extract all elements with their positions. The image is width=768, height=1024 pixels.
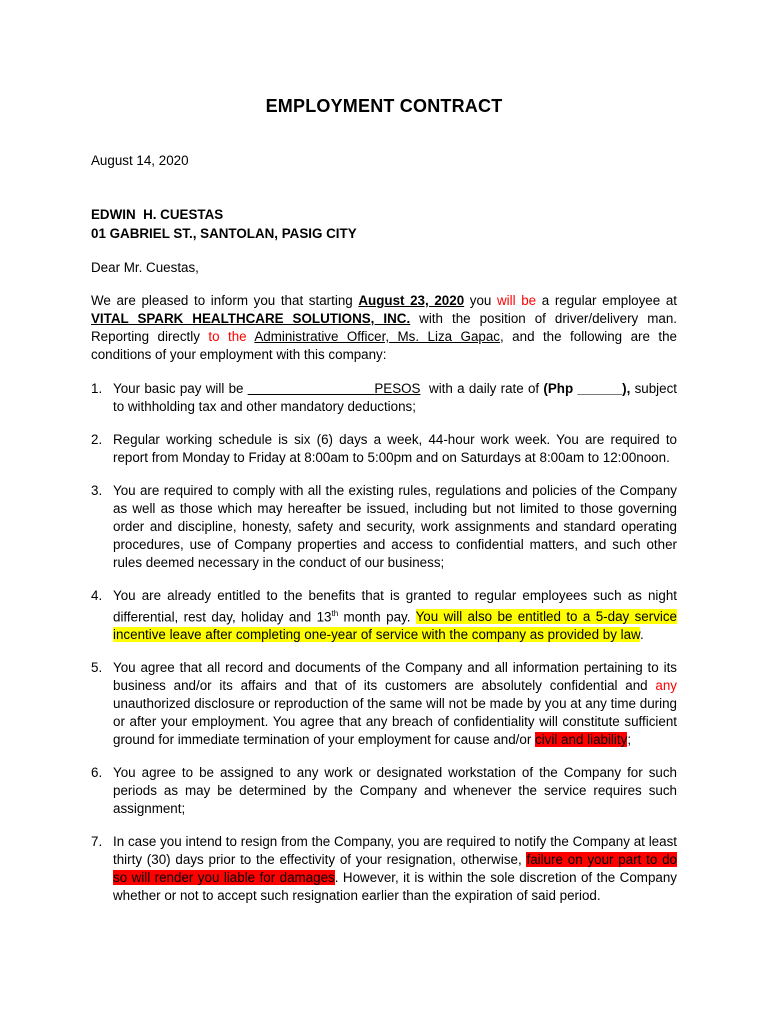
item-segment: . However, it is within the sole discretion of the Company whether or not to accept such resignation earlier than the expiration of said period. bbox=[113, 870, 677, 904]
item-text: Regular working schedule is six (6) days a week, 44-hour work week. You are required to report from Monday to Friday at 8:00am to 5:00pm and on Saturdays at 8:00am to 12:00noon. bbox=[113, 432, 677, 465]
item-number: 2. bbox=[91, 432, 103, 447]
recipient-block bbox=[91, 205, 357, 243]
item-text: You are required to comply with all the existing rules, regulations and policies of the Company as well as those which may hereafter be issued, including but not limited to those governing order and discipline, honesty, safety and security, work assignments and standard operating procedures, use of Company properties and access to confidential matters, and such other rules deemed necessary in the conduct of our business; bbox=[113, 483, 677, 570]
item-text bbox=[113, 659, 677, 749]
list-item bbox=[91, 587, 677, 644]
intro-text: with the position of driver/delivery man. Reporting directly bbox=[91, 311, 685, 344]
item-segment: unauthorized disclosure or reproduction of the same will not be made by you at any time during or after your employment. You agree that any breach of confidentiality will constitute sufficient ground for immediate termination of your employment for cause and/or bbox=[113, 696, 677, 748]
recipient-name: EDWIN H. CUESTAS bbox=[91, 207, 224, 222]
list-item bbox=[91, 431, 677, 467]
pay-blank: _________________ bbox=[247, 381, 375, 396]
item-segment: Your basic pay will be bbox=[113, 381, 248, 396]
item-segment: . bbox=[639, 627, 644, 643]
item-text bbox=[113, 380, 677, 416]
intro-red-text: will be bbox=[497, 293, 537, 308]
recipient-address: 01 GABRIEL ST., SANTOLAN, PASIG CITY bbox=[91, 226, 357, 241]
item-segment: ; bbox=[627, 732, 632, 748]
salutation: Dear Mr. Cuestas, bbox=[91, 260, 199, 275]
item-segment: In case you intend to resign from the Company, you are required to notify the Company at least thirty (30) days prior to the effectivity of your resignation, otherwise, bbox=[113, 834, 677, 868]
letter-date: August 14, 2020 bbox=[91, 153, 189, 168]
officer-name: Administrative Officer, Ms. Liza Gapac bbox=[254, 329, 500, 344]
item-text bbox=[113, 833, 677, 905]
intro-text: a regular employee at bbox=[536, 293, 678, 308]
intro-text: We are pleased to inform you that starting bbox=[91, 293, 359, 308]
red-highlighted-text: civil and liability bbox=[535, 732, 628, 748]
item-segment: subject to withholding tax and other mandatory deductions; bbox=[113, 381, 677, 414]
item-number: 5. bbox=[91, 660, 103, 676]
list-item bbox=[91, 482, 677, 572]
item-number: 1. bbox=[91, 381, 103, 396]
list-item bbox=[91, 833, 677, 905]
intro-text: you bbox=[464, 293, 497, 308]
pay-unit: PESOS bbox=[374, 381, 421, 396]
intro-red-text: to the bbox=[208, 329, 247, 344]
item-text: You agree to be assigned to any work or designated workstation of the Company for such periods as may be determined by the Company and whenever the service requires such assignment; bbox=[113, 765, 677, 817]
item-number: 4. bbox=[91, 588, 103, 603]
document-title: EMPLOYMENT CONTRACT bbox=[265, 96, 503, 116]
red-text: any bbox=[655, 678, 677, 694]
item-number: 6. bbox=[91, 765, 103, 781]
list-item bbox=[91, 764, 677, 818]
list-item bbox=[91, 659, 677, 749]
item-number: 7. bbox=[91, 834, 103, 850]
red-highlighted-text: failure on your part to do so will render you liable for damages bbox=[113, 852, 678, 886]
item-segment: with a daily rate of bbox=[420, 381, 544, 396]
list-item bbox=[91, 380, 677, 416]
company-name: VITAL SPARK HEALTHCARE SOLUTIONS, INC. bbox=[91, 311, 411, 326]
item-segment: month pay. bbox=[338, 609, 416, 625]
conditions-list bbox=[91, 380, 677, 905]
daily-rate: (Php ______), bbox=[543, 381, 631, 396]
intro-text: , and the following are the conditions of your employment with this company: bbox=[91, 329, 677, 362]
intro-paragraph bbox=[91, 292, 685, 364]
start-date: August 23, 2020 bbox=[358, 293, 465, 308]
ordinal-suffix: th bbox=[331, 609, 339, 618]
highlighted-text: You will also be entitled to a 5-day service incentive leave after completing one-year of service with the company as provided by law bbox=[113, 609, 678, 643]
item-segment: You are already entitled to the benefits that is granted to regular employees such as night differential, rest day, holiday and 13 bbox=[113, 588, 677, 625]
item-number: 3. bbox=[91, 483, 103, 498]
item-segment: You agree that all record and documents of the Company and all information pertaining to its business and/or its affairs and that of its customers are absolutely confidential and bbox=[113, 660, 677, 694]
item-text bbox=[113, 587, 677, 644]
